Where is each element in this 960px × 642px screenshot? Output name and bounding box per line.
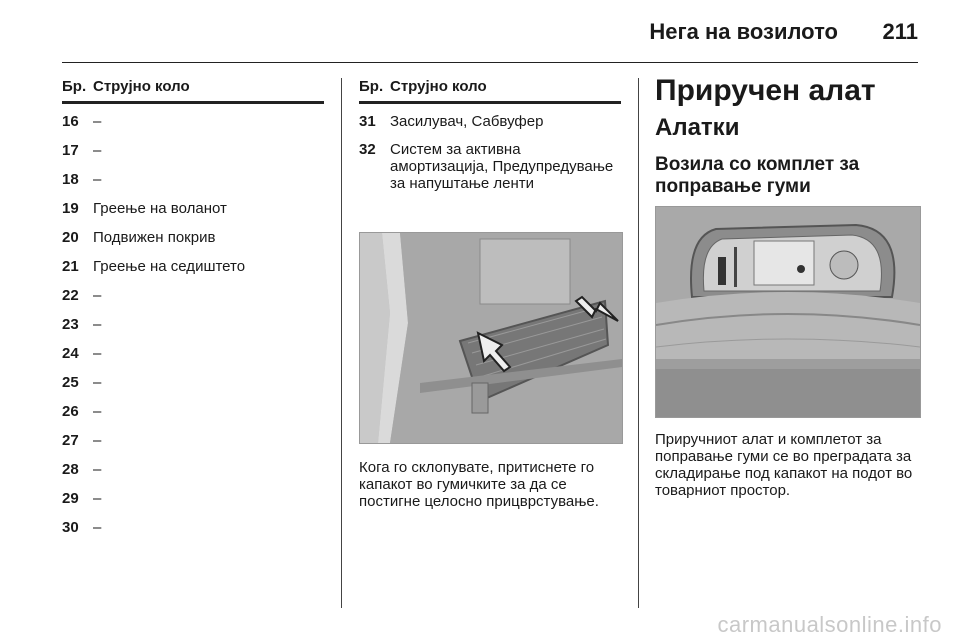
fuse-number: 21 <box>62 258 79 275</box>
circuit-name: Греење на седиштето <box>93 258 246 275</box>
column-header-circuit: Струјно коло <box>93 78 190 95</box>
fuse-number: 27 <box>62 432 79 449</box>
circuit-name: Подвижен покрив <box>93 229 216 246</box>
circuit-name: Греење на воланот <box>93 200 227 217</box>
table-row <box>62 229 324 258</box>
fuse-cover-photo <box>359 232 623 444</box>
fuse-number: 31 <box>359 113 376 130</box>
table-row <box>62 461 324 490</box>
tools-section <box>655 74 919 198</box>
table-row <box>62 200 324 229</box>
page-header <box>62 18 918 63</box>
table-row <box>62 142 324 171</box>
table-row <box>62 316 324 345</box>
fuse-number: 22 <box>62 287 79 304</box>
circuit-name: – <box>93 403 102 420</box>
fuse-number: 30 <box>62 519 79 536</box>
circuit-name: – <box>93 490 102 507</box>
circuit-name: – <box>93 287 102 304</box>
section-title: Приручен алат <box>655 74 876 107</box>
circuit-name: – <box>93 374 102 391</box>
tools-paragraph: Приручниот алат и комплетот за поправање гуми се во преградата за складирање под капакот на подот во товарниот простор. <box>655 431 913 499</box>
circuit-name: – <box>93 316 102 333</box>
fuse-number: 23 <box>62 316 79 333</box>
table-row <box>62 171 324 200</box>
subsubsection-title: Возила со комплет за поправање гуми <box>655 154 860 197</box>
fuse-number: 16 <box>62 113 79 130</box>
column-header-number: Бр. <box>62 78 87 95</box>
fuse-number: 20 <box>62 229 79 246</box>
table-body <box>62 104 324 548</box>
table-header <box>359 78 621 104</box>
table-row <box>359 141 621 192</box>
circuit-name: – <box>93 345 102 362</box>
table-row <box>62 345 324 374</box>
fuse-table-2 <box>359 78 621 203</box>
column-header-circuit: Струјно коло <box>390 78 487 95</box>
table-row <box>62 403 324 432</box>
circuit-name: – <box>93 432 102 449</box>
fuse-number: 32 <box>359 141 376 158</box>
column-divider <box>341 78 342 608</box>
table-row <box>62 113 324 142</box>
circuit-name: – <box>93 113 102 130</box>
fuse-number: 28 <box>62 461 79 478</box>
circuit-name: – <box>93 171 102 188</box>
table-row <box>359 113 621 130</box>
circuit-name: Засилувач, Сабвуфер <box>390 113 544 130</box>
table-row <box>62 519 324 548</box>
fuse-number: 19 <box>62 200 79 217</box>
circuit-name: – <box>93 461 102 478</box>
column-header-number: Бр. <box>359 78 384 95</box>
page-number: 211 <box>882 19 918 44</box>
fuse-number: 29 <box>62 490 79 507</box>
table-row <box>62 490 324 519</box>
circuit-name: Систем за активна амортизација, Предупредување за напуштање ленти <box>390 141 614 192</box>
fuse-number: 17 <box>62 142 79 159</box>
chapter-title: Нега на возилото <box>649 19 838 44</box>
subsection-title: Алатки <box>655 114 740 141</box>
photo-caption: Кога го склопувате, притиснете го капакот во гумичките за да се постигне целосно прицврстување. <box>359 459 599 510</box>
column-divider <box>638 78 639 608</box>
table-header <box>62 78 324 104</box>
fuse-table-1 <box>62 78 324 548</box>
fuse-number: 24 <box>62 345 79 362</box>
watermark: carmanualsonline.info <box>717 612 942 637</box>
table-row <box>62 287 324 316</box>
fuse-number: 26 <box>62 403 79 420</box>
table-row <box>62 258 324 287</box>
table-row <box>62 374 324 403</box>
table-row <box>62 432 324 461</box>
fuse-number: 18 <box>62 171 79 188</box>
circuit-name: – <box>93 142 102 159</box>
tire-repair-kit-photo <box>655 206 921 418</box>
circuit-name: – <box>93 519 102 536</box>
table-body <box>359 104 621 192</box>
fuse-number: 25 <box>62 374 79 391</box>
